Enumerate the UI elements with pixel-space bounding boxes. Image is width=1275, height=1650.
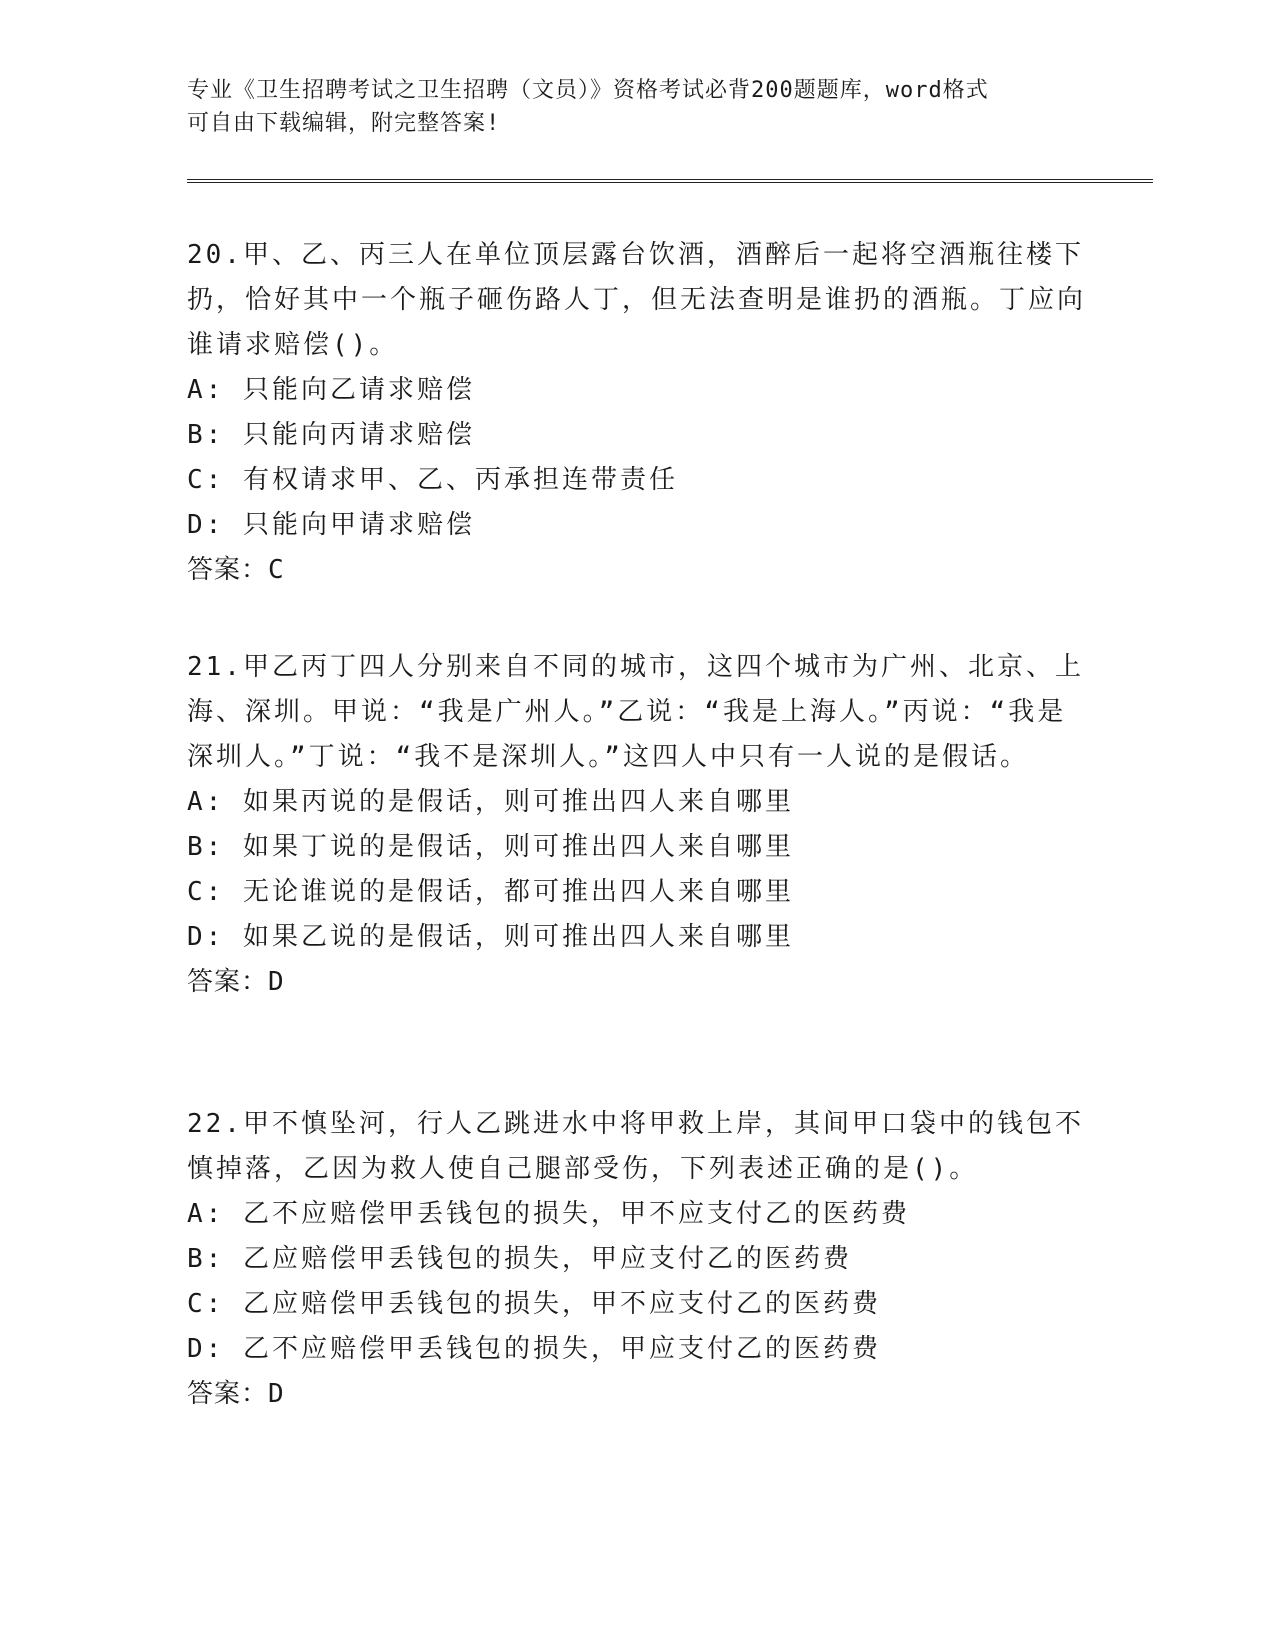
question-22: [187, 1102, 1087, 1417]
question-21: [187, 645, 1087, 1005]
option-b: B: 乙应赔偿甲丢钱包的损失，甲应支付乙的医药费: [187, 1244, 852, 1274]
header-divider: [187, 179, 1153, 183]
option-a: A: 如果丙说的是假话，则可推出四人来自哪里: [187, 787, 794, 817]
header-line-2: 可自由下载编辑，附完整答案!: [187, 111, 501, 136]
option-b: B: 如果丁说的是假话，则可推出四人来自哪里: [187, 832, 794, 862]
option-d: D: 只能向甲请求赔偿: [187, 510, 475, 540]
answer: 答案：D: [187, 1379, 285, 1409]
option-c: C: 无论谁说的是假话，都可推出四人来自哪里: [187, 877, 794, 907]
answer: 答案：C: [187, 555, 285, 585]
document-header: [187, 74, 1067, 140]
option-b: B: 只能向丙请求赔偿: [187, 420, 475, 450]
option-a: A: 乙不应赔偿甲丢钱包的损失，甲不应支付乙的医药费: [187, 1199, 910, 1229]
question-20: [187, 233, 1087, 593]
answer: 答案：D: [187, 967, 285, 997]
header-line-1: 专业《卫生招聘考试之卫生招聘（文员）》资格考试必背200题题库，word格式: [187, 78, 989, 103]
option-c: C: 乙应赔偿甲丢钱包的损失，甲不应支付乙的医药费: [187, 1289, 881, 1319]
option-a: A: 只能向乙请求赔偿: [187, 375, 475, 405]
option-d: D: 乙不应赔偿甲丢钱包的损失，甲应支付乙的医药费: [187, 1334, 881, 1364]
question-stem: 20.甲、乙、丙三人在单位顶层露台饮酒，酒醉后一起将空酒瓶往楼下扔，恰好其中一个瓶子砸伤路人丁，但无法查明是谁扔的酒瓶。丁应向谁请求赔偿()。: [187, 240, 1087, 360]
question-stem: 21.甲乙丙丁四人分别来自不同的城市，这四个城市为广州、北京、上海、深圳。甲说：“我是广州人。”乙说：“我是上海人。”丙说：“我是深圳人。”丁说：“我不是深圳人。”这四人中只有一人说的是假话。: [187, 652, 1084, 772]
option-c: C: 有权请求甲、乙、丙承担连带责任: [187, 465, 678, 495]
option-d: D: 如果乙说的是假话，则可推出四人来自哪里: [187, 922, 794, 952]
question-stem: 22.甲不慎坠河，行人乙跳进水中将甲救上岸，其间甲口袋中的钱包不慎掉落，乙因为救人使自己腿部受伤，下列表述正确的是()。: [187, 1109, 1084, 1184]
